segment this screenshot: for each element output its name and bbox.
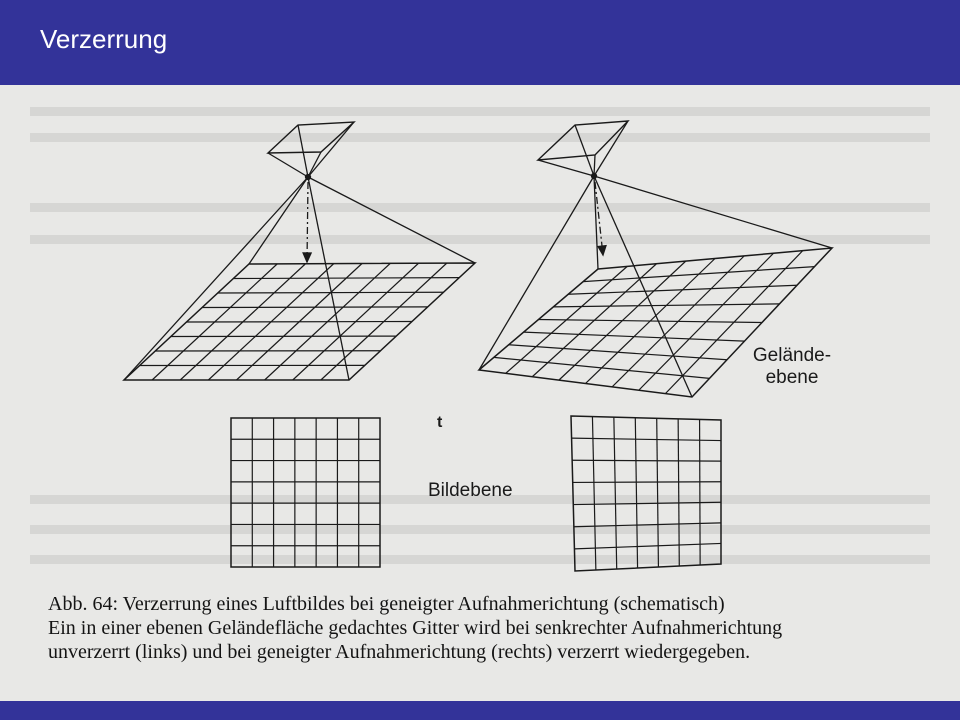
right-ray (594, 176, 832, 248)
left-image-plane-grid (231, 418, 380, 567)
caption-line-1: Abb. 64: Verzerrung eines Luftbildes bei geneigter Aufnahmerichtung (schematisch) (48, 593, 725, 615)
right-image-row-line (573, 482, 721, 483)
right-image-row-line (572, 460, 721, 461)
right-camera-lens-edge (538, 160, 594, 176)
left-image-outline (231, 418, 380, 567)
right-image-col-line (700, 419, 701, 565)
right-image-row-line (572, 438, 721, 440)
terrain-label-line1: Gelände- (752, 345, 832, 366)
caption-line-2: Ein in einer ebenen Geländefläche gedachtes Gitter wird bei senkrechter Aufnahmerichtung (48, 617, 783, 639)
right-ray (594, 176, 692, 397)
right-image-plane-grid (571, 416, 721, 571)
right-terrain-row-line (494, 357, 710, 378)
image-plane-label: Bildebene (428, 480, 513, 501)
right-terrain-row-line (509, 345, 727, 360)
left-camera-axis (307, 182, 308, 262)
right-image-col-line (678, 419, 679, 566)
figure-caption (48, 592, 948, 664)
right-ray (479, 176, 594, 370)
left-camera-lens-edge (308, 122, 354, 177)
footer-bar (0, 701, 960, 720)
right-ray (594, 176, 598, 269)
right-camera-lens-edge (594, 121, 628, 176)
right-camera-lens-edge (594, 155, 595, 176)
right-terrain-row-line (524, 332, 745, 341)
right-image-col-line (635, 418, 637, 568)
right-image-row-line (574, 543, 721, 548)
terrain-plane-label (752, 345, 832, 389)
left-camera (124, 122, 475, 380)
right-image-row-line (574, 523, 721, 527)
left-camera-arrow-head (303, 253, 311, 262)
marker-label: t (437, 414, 443, 431)
right-camera-arrow-head (598, 246, 606, 255)
terrain-label-line2: ebene (765, 367, 819, 388)
left-ray (249, 177, 308, 264)
left-camera-lens-edge (268, 153, 308, 177)
left-camera-lens-edge (298, 125, 308, 177)
slide-title: Verzerrung (40, 24, 168, 54)
right-image-col-line (657, 418, 659, 567)
right-camera-frame (538, 121, 628, 160)
caption-line-3: unverzerrt (links) und bei geneigter Aufnahmerichtung (rechts) verzerrt wiedergegeben. (48, 641, 751, 663)
right-image-col-line (592, 417, 595, 570)
right-camera-lens-edge (575, 125, 594, 176)
right-image-col-line (614, 417, 617, 569)
left-ray (308, 177, 475, 263)
right-image-row-line (573, 502, 721, 504)
